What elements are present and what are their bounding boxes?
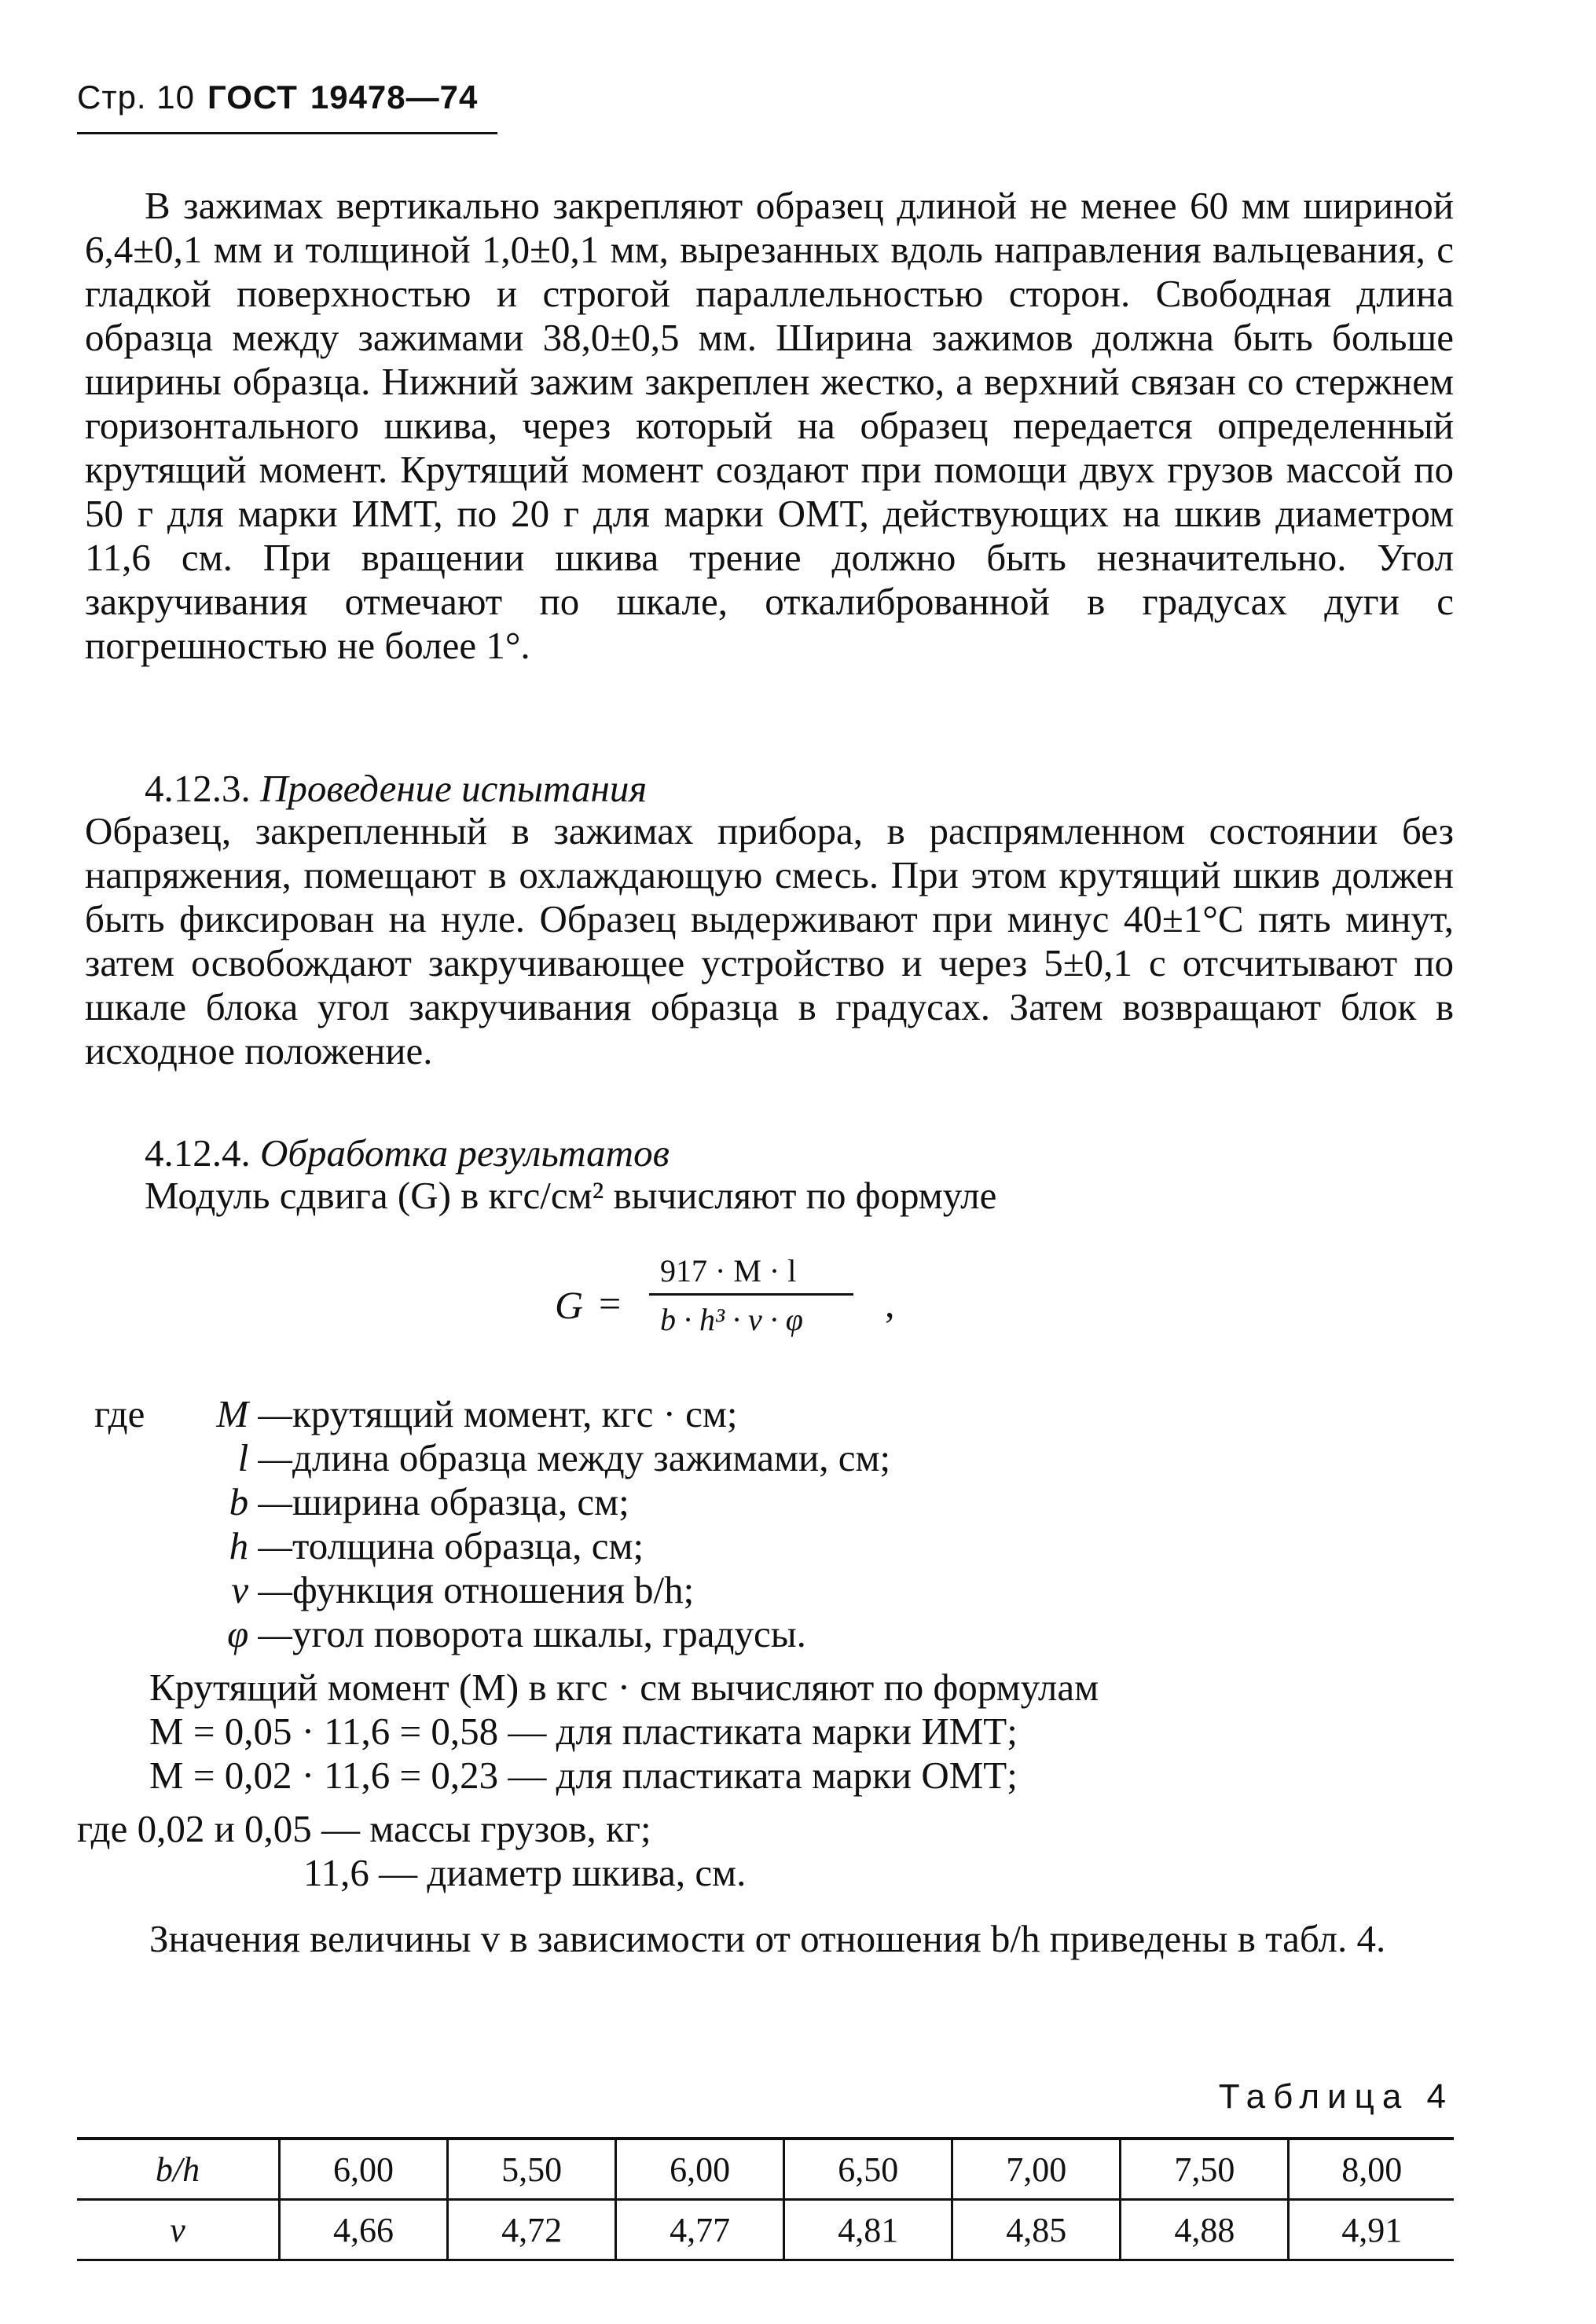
header-rule <box>77 132 497 134</box>
table-cell: 4,81 <box>784 2200 952 2260</box>
table-cell: 4,77 <box>616 2200 784 2260</box>
page-label: Стр. 10 <box>77 79 195 115</box>
section-heading-results <box>85 1131 1454 1175</box>
section-number: 4.12.3. <box>145 767 251 810</box>
formula-denominator: b · h³ · v · φ <box>660 1302 803 1337</box>
paragraph-modulus: Модуль сдвига (G) в кгс/см² вычисляют по формуле <box>145 1174 997 1217</box>
page-header <box>77 79 478 116</box>
legend-desc: длина образца между зажимами, см; <box>292 1436 891 1479</box>
legend-desc: ширина образца, см; <box>292 1480 629 1523</box>
legend-symbol: b — <box>229 1480 292 1523</box>
standard-number: 19478—74 <box>310 79 479 115</box>
formula-lhs: G <box>555 1283 584 1327</box>
legend-symbol: M — <box>216 1392 292 1435</box>
paragraph-table-ref: Значения величины v в зависимости от отношения b/h приведены в табл. 4. <box>149 1917 1386 1960</box>
legend-symbol: v — <box>231 1568 292 1611</box>
legend-desc: угол поворота шкалы, градусы. <box>292 1612 806 1655</box>
formula-equals: = <box>599 1281 622 1325</box>
section-heading-test <box>85 767 1454 811</box>
section-title: Обработка результатов <box>260 1131 670 1175</box>
table-cell: 4,88 <box>1121 2200 1289 2260</box>
legend-desc: крутящий момент, кгс · см; <box>292 1392 738 1435</box>
torque-legend-line: 11,6 — диаметр шкива, см. <box>303 1851 747 1894</box>
torque-intro: Крутящий момент (M) в кгс · см вычисляют по формулам <box>149 1666 1099 1709</box>
table-4 <box>77 2137 1454 2261</box>
formula-comma: , <box>885 1281 895 1325</box>
formula-numerator: 917 · M · l <box>660 1253 797 1288</box>
section-title: Проведение испытания <box>260 767 648 810</box>
torque-formulas <box>149 1666 1099 1798</box>
fraction-bar <box>649 1293 853 1296</box>
table-cell: 7,50 <box>1121 2139 1289 2200</box>
table-row-label: b/h <box>77 2139 280 2200</box>
legend-lead: где <box>94 1392 145 1435</box>
shear-modulus-formula <box>542 1249 982 1343</box>
legend-symbol: φ — <box>227 1612 292 1655</box>
table-row <box>77 2139 1454 2200</box>
section-number: 4.12.4. <box>145 1131 251 1175</box>
table-cell: 4,72 <box>448 2200 616 2260</box>
table-row <box>77 2200 1454 2260</box>
table-cell: 4,85 <box>952 2200 1121 2260</box>
table-row-label: v <box>170 2210 185 2249</box>
table-cell: 6,50 <box>784 2139 952 2200</box>
table-cell: 4,66 <box>280 2200 448 2260</box>
torque-line-omt: M = 0,02 · 11,6 = 0,23 — для пластиката марки ОМТ; <box>149 1754 1018 1797</box>
paragraph-clamping: В зажимах вертикально закрепляют образец длиной не менее 60 мм шириной 6,4±0,1 мм и толщиной 1,0±0,1 мм, вырезанных вдоль направления вальцевания, с гладкой поверхностью и строгой параллельностью сторон. Свободная длина образца между зажимами 38,0±0,5 мм. Ширина зажимов должна быть больше ширины образца. Нижний зажим закреплен жестко, а верхний связан со стержнем горизонтального шкива, через который на образец передается определенный крутящий момент. Крутящий момент создают при помощи двух грузов массой по 50 г для марки ИМТ, по 20 г для марки ОМТ, действующих на шкив диаметром 11,6 см. При вращении шкива трение должно быть незначительно. Угол закручивания отмечают по шкале, откалиброванной в градусах дуги с погрешностью не более 1°. <box>85 184 1454 667</box>
table-cell: 6,00 <box>616 2139 784 2200</box>
table-cell: 6,00 <box>280 2139 448 2200</box>
table-cell: 8,00 <box>1289 2139 1454 2200</box>
legend-symbol: h — <box>229 1524 292 1567</box>
paragraph-procedure: Образец, закрепленный в зажимах прибора, в распрямленном состоянии без напряжения, помещают в охлаждающую смесь. При этом крутящий шкив должен быть фиксирован на нуле. Образец выдерживают при минус 40±1°С пять минут, затем освобождают закручивающее устройство и через 5±0,1 с отсчитывают по шкале блока угол закручивания образца в градусах. Затем возвращают блок в исходное положение. <box>85 809 1454 1072</box>
table-cell: 4,91 <box>1289 2200 1454 2260</box>
torque-legend-line: где 0,02 и 0,05 — массы грузов, кг; <box>77 1807 651 1850</box>
table-cell: 7,00 <box>952 2139 1121 2200</box>
table-caption: Таблица 4 <box>1218 2077 1454 2116</box>
torque-legend <box>77 1807 746 1895</box>
standard-name: ГОСТ <box>207 79 298 115</box>
legend-desc: функция отношения b/h; <box>292 1568 695 1611</box>
legend-symbol: l — <box>237 1436 292 1479</box>
torque-line-imt: M = 0,05 · 11,6 = 0,58 — для пластиката марки ИМТ; <box>149 1710 1018 1753</box>
legend-desc: толщина образца, см; <box>292 1524 644 1567</box>
table-cell: 5,50 <box>448 2139 616 2200</box>
